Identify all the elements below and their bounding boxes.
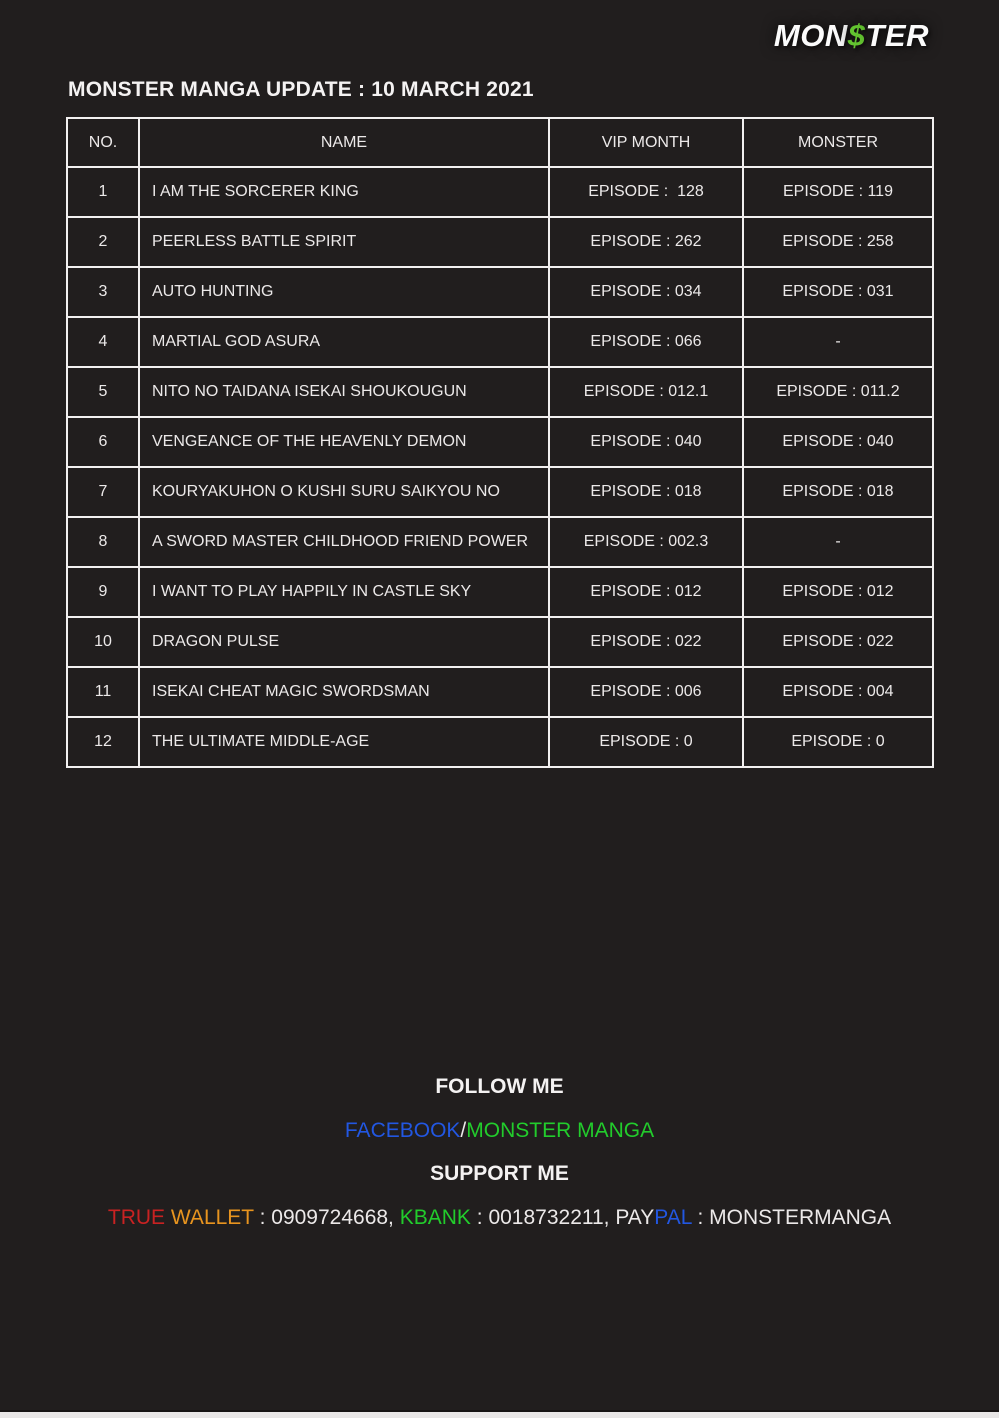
row-number-cell: 12 [67, 717, 139, 767]
vip-episode-cell: EPISODE : 066 [549, 317, 743, 367]
table-row [67, 367, 933, 417]
monster-episode-cell: EPISODE : 031 [743, 267, 933, 317]
vip-episode-cell: EPISODE : 128 [549, 167, 743, 217]
column-header-name: NAME [139, 118, 549, 167]
monster-episode-cell: EPISODE : 004 [743, 667, 933, 717]
monster-episode-cell: EPISODE : 011.2 [743, 367, 933, 417]
follow-me-heading: FOLLOW ME [435, 1075, 564, 1098]
manga-name-cell: VENGEANCE OF THE HEAVENLY DEMON [139, 417, 549, 467]
payment-segment: : 0018732211, PAY [470, 1206, 655, 1229]
monster-episode-cell: - [743, 517, 933, 567]
manga-name-cell: I AM THE SORCERER KING [139, 167, 549, 217]
table-header-row [67, 118, 933, 167]
monster-episode-cell: EPISODE : 119 [743, 167, 933, 217]
column-header-monster: MONSTER [743, 118, 933, 167]
table-row [67, 567, 933, 617]
facebook-page-line [0, 1119, 999, 1143]
row-number-cell: 8 [67, 517, 139, 567]
row-number-cell: 1 [67, 167, 139, 217]
vip-episode-cell: EPISODE : 018 [549, 467, 743, 517]
support-me-heading: SUPPORT ME [430, 1162, 569, 1185]
separator-slash: / [460, 1119, 467, 1142]
page-title: MONSTER MANGA UPDATE : 10 MARCH 2021 [68, 78, 534, 101]
monster-episode-cell: - [743, 317, 933, 367]
manga-name-cell: I WANT TO PLAY HAPPILY IN CASTLE SKY [139, 567, 549, 617]
monster-logo [774, 18, 929, 54]
table-row [67, 717, 933, 767]
table-row [67, 617, 933, 667]
manga-name-cell: NITO NO TAIDANA ISEKAI SHOUKOUGUN [139, 367, 549, 417]
logo-text-post: TER [865, 18, 929, 53]
manga-name-cell: AUTO HUNTING [139, 267, 549, 317]
table-row [67, 217, 933, 267]
vip-episode-cell: EPISODE : 022 [549, 617, 743, 667]
vip-episode-cell: EPISODE : 0 [549, 717, 743, 767]
row-number-cell: 10 [67, 617, 139, 667]
table-row [67, 167, 933, 217]
row-number-cell: 3 [67, 267, 139, 317]
monster-episode-cell: EPISODE : 018 [743, 467, 933, 517]
monster-episode-cell: EPISODE : 258 [743, 217, 933, 267]
table-row [67, 517, 933, 567]
row-number-cell: 6 [67, 417, 139, 467]
row-number-cell: 11 [67, 667, 139, 717]
payment-segment: TRUE [107, 1206, 166, 1229]
monster-episode-cell: EPISODE : 022 [743, 617, 933, 667]
row-number-cell: 9 [67, 567, 139, 617]
table-row [67, 267, 933, 317]
vip-episode-cell: EPISODE : 012.1 [549, 367, 743, 417]
logo-text-pre: MON [773, 18, 848, 53]
manga-name-cell: THE ULTIMATE MIDDLE-AGE [139, 717, 549, 767]
bottom-bar [0, 1412, 999, 1418]
vip-episode-cell: EPISODE : 040 [549, 417, 743, 467]
vip-episode-cell: EPISODE : 262 [549, 217, 743, 267]
payment-segment: : MONSTERMANGA [691, 1206, 892, 1229]
payment-segment: PAL [654, 1206, 692, 1229]
payment-segment: WALLET [170, 1206, 254, 1229]
logo-dollar-sign: $ [847, 18, 866, 53]
monster-episode-cell: EPISODE : 0 [743, 717, 933, 767]
manga-name-cell: KOURYAKUHON O KUSHI SURU SAIKYOU NO [139, 467, 549, 517]
row-number-cell: 7 [67, 467, 139, 517]
monster-episode-cell: EPISODE : 012 [743, 567, 933, 617]
facebook-label: FACEBOOK [344, 1119, 461, 1142]
payment-info-line [0, 1206, 999, 1230]
vip-episode-cell: EPISODE : 034 [549, 267, 743, 317]
column-header-no: NO. [67, 118, 139, 167]
vip-episode-cell: EPISODE : 006 [549, 667, 743, 717]
facebook-page-name: MONSTER MANGA [466, 1119, 655, 1142]
row-number-cell: 2 [67, 217, 139, 267]
column-header-vip: VIP MONTH [549, 118, 743, 167]
row-number-cell: 4 [67, 317, 139, 367]
vip-episode-cell: EPISODE : 002.3 [549, 517, 743, 567]
table-row [67, 317, 933, 367]
manga-name-cell: ISEKAI CHEAT MAGIC SWORDSMAN [139, 667, 549, 717]
payment-segment: KBANK [399, 1206, 471, 1229]
manga-update-table [66, 117, 934, 768]
monster-episode-cell: EPISODE : 040 [743, 417, 933, 467]
table-row [67, 467, 933, 517]
table-row [67, 667, 933, 717]
row-number-cell: 5 [67, 367, 139, 417]
manga-name-cell: MARTIAL GOD ASURA [139, 317, 549, 367]
table-row [67, 417, 933, 467]
manga-name-cell: A SWORD MASTER CHILDHOOD FRIEND POWER [139, 517, 549, 567]
vip-episode-cell: EPISODE : 012 [549, 567, 743, 617]
manga-name-cell: DRAGON PULSE [139, 617, 549, 667]
payment-segment: : 0909724668, [253, 1206, 400, 1229]
manga-name-cell: PEERLESS BATTLE SPIRIT [139, 217, 549, 267]
